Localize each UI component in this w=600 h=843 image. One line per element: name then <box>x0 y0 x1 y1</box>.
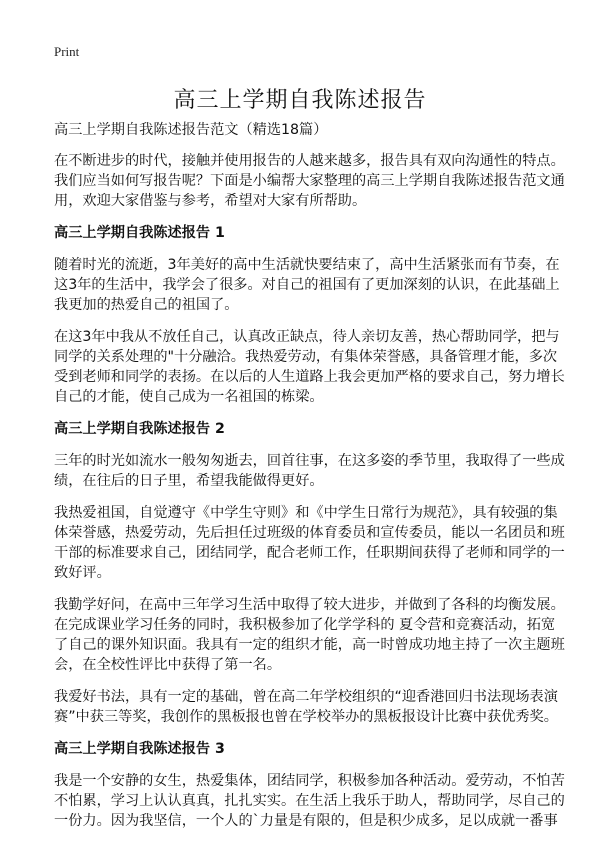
section-heading: 高三上学期自我陈述报告 2 <box>54 421 225 437</box>
paragraph-line: 受到老师和同学的表扬。在以后的人生道路上我会更加严格的要求自己，努力增长 <box>54 369 565 385</box>
paragraph-line: 用，欢迎大家借鉴与参考，希望对大家有所帮助。 <box>54 193 367 209</box>
paragraph-line: 在这3年中我从不放任自己，认真改正缺点，待人亲切友善，热心帮助同学，把与 <box>54 329 560 345</box>
paragraph-line: 在完成课业学习任务的同时，我积极参加了化学学科的 夏令营和竞赛活动，拓宽 <box>54 617 556 633</box>
paragraph <box>54 687 558 727</box>
paragraph-line: 随着时光的流逝，3年美好的高中生活就快要结束了，高中生活紧张而有节奏，在 <box>54 257 560 273</box>
paragraph-line: 了自己的课外知识面。我具有一定的组织才能，高一时曾成功地主持了一次主题班 <box>54 637 565 653</box>
paragraph-line: 不怕累，学习上认认真真，扎扎实实。在生活上我乐于助人，帮助同学，尽自己的 <box>54 793 565 809</box>
paragraph-line: 三年的时光如流水一般匆匆逝去，回首往事，在这多姿的季节里，我取得了一些成 <box>54 453 565 469</box>
paragraph <box>54 327 565 407</box>
paragraph-line: 一份力。因为我坚信，一个人的`力量是有限的，但是积少成多，足以成就一番事 <box>54 813 558 829</box>
paragraph-line: 在不断进步的时代，接触并使用报告的人越来越多，报告具有双向沟通性的特点。 <box>54 153 565 169</box>
document-body <box>54 120 565 843</box>
paragraph <box>54 595 565 675</box>
paragraph <box>54 771 565 831</box>
paragraph-line: 我勤学好问，在高中三年学习生活中取得了较大进步，并做到了各科的均衡发展。 <box>54 597 565 613</box>
paragraph-line: 同学的关系处理的"十分融洽。我热爱劳动，有集体荣誉感，具备管理才能，多次 <box>54 349 558 365</box>
paragraph-line: 我更加的热爱自己的祖国了。 <box>54 297 239 313</box>
paragraph <box>54 451 565 491</box>
paragraph-line: 我爱好书法，具有一定的基础，曾在高二年学校组织的“迎香港回归书法现场表演 <box>54 689 558 705</box>
paragraph-line: 致好评。 <box>54 565 111 581</box>
print-link[interactable]: Print <box>54 44 80 59</box>
page-title: 高三上学期自我陈述报告 <box>173 88 427 113</box>
paragraph-line: 绩，在往后的日子里，希望我能做得更好。 <box>54 473 324 489</box>
section-heading: 高三上学期自我陈述报告 3 <box>54 741 225 757</box>
paragraph <box>54 503 565 583</box>
paragraph-line: 这3年的生活中，我学会了很多。对自己的祖国有了更加深刻的认识，在此基础上 <box>54 277 560 293</box>
paragraph-line: 干部的标准要求自己，团结同学，配合老师工作，任职期间获得了老师和同学的一 <box>54 545 565 561</box>
paragraph-line: 赛”中获三等奖，我创作的黑板报也曾在学校举办的黑板报设计比赛中获优秀奖。 <box>54 709 558 725</box>
paragraph-line: 会，在全校性评比中获得了第一名。 <box>54 657 282 673</box>
article-blocks <box>54 151 565 831</box>
section-heading: 高三上学期自我陈述报告 1 <box>54 225 225 241</box>
paragraph-line: 自己的才能，使自己成为一名祖国的栋梁。 <box>54 389 324 405</box>
paragraph-line: 我热爱祖国，自觉遵守《中学生守则》和《中学生日常行为规范》，具有较强的集 <box>54 505 558 521</box>
subtitle: 高三上学期自我陈述报告范文（精选18篇） <box>54 122 328 138</box>
paragraph-line: 我是一个安静的女生，热爱集体，团结同学，积极参加各种活动。爱劳动，不怕苦 <box>54 773 565 789</box>
paragraph-line: 体荣誉感，热爱劳动，先后担任过班级的体育委员和宣传委员，能以一名团员和班 <box>54 525 565 541</box>
paragraph-line: 我们应当如何写报告呢？下面是小编帮大家整理的高三上学期自我陈述报告范文通 <box>54 173 565 189</box>
paragraph <box>54 151 565 211</box>
paragraph <box>54 255 560 315</box>
